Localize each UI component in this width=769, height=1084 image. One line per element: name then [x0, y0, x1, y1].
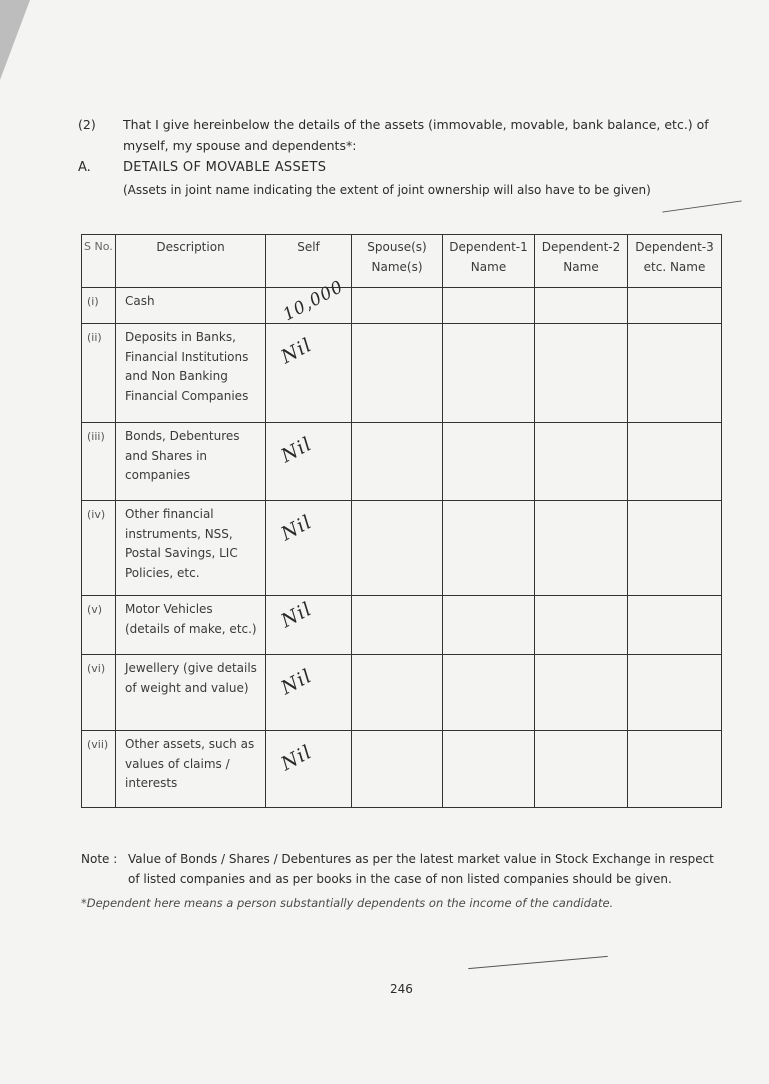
header-description: Description — [116, 235, 266, 288]
table-row — [82, 288, 722, 324]
row-dependent-1 — [443, 655, 535, 731]
table-row — [82, 596, 722, 655]
row-dependent-2 — [535, 324, 628, 423]
header-dependent-2: Dependent-2 Name — [535, 235, 628, 288]
row-description: Motor Vehicles (details of make, etc.) — [116, 596, 266, 655]
section-note: (Assets in joint name indicating the extent of joint ownership will also have to be given) — [123, 183, 651, 197]
row-dependent-2 — [535, 731, 628, 808]
row-description: Other financial instruments, NSS, Postal Savings, LIC Policies, etc. — [116, 501, 266, 596]
row-dependent-3 — [628, 731, 722, 808]
header-sno: S No. — [82, 235, 116, 288]
table-header-row — [82, 235, 722, 288]
table-row — [82, 731, 722, 808]
row-dependent-2 — [535, 288, 628, 324]
row-self — [266, 423, 352, 501]
page-number: 246 — [390, 982, 413, 996]
row-self — [266, 731, 352, 808]
row-spouse — [352, 596, 443, 655]
row-spouse — [352, 423, 443, 501]
row-description: Deposits in Banks, Financial Institutions and Non Banking Financial Companies — [116, 324, 266, 423]
row-spouse — [352, 324, 443, 423]
signature-stroke — [468, 956, 608, 969]
row-description: Other assets, such as values of claims / interests — [116, 731, 266, 808]
row-dependent-3 — [628, 596, 722, 655]
handwritten-value: Nil — [277, 510, 316, 546]
header-dependent-1: Dependent-1 Name — [443, 235, 535, 288]
header-spouse: Spouse(s) Name(s) — [352, 235, 443, 288]
row-sno: (iv) — [82, 501, 116, 596]
intro-text: That I give hereinbelow the details of the assets (immovable, movable, bank balance, etc.) of myself, my spouse and dependents*: — [123, 117, 709, 153]
header-dependent-3: Dependent-3 etc. Name — [628, 235, 722, 288]
signature-stroke — [662, 200, 741, 212]
header-self: Self — [266, 235, 352, 288]
intro-number: (2) — [78, 117, 96, 132]
row-spouse — [352, 731, 443, 808]
row-self — [266, 596, 352, 655]
table-row — [82, 501, 722, 596]
handwritten-value: 10,000 — [279, 276, 347, 326]
note-text: Value of Bonds / Shares / Debentures as per the latest market value in Stock Exchange in respect of listed companies and as per books in the case of non listed companies should be given. — [128, 852, 714, 886]
row-dependent-2 — [535, 655, 628, 731]
row-dependent-2 — [535, 596, 628, 655]
row-sno: (vii) — [82, 731, 116, 808]
row-sno: (iii) — [82, 423, 116, 501]
dependent-footnote: *Dependent here means a person substantially dependents on the income of the candidate. — [81, 896, 614, 910]
handwritten-value: Nil — [277, 333, 316, 369]
row-description: Bonds, Debentures and Shares in companies — [116, 423, 266, 501]
section-letter: A. — [78, 160, 91, 175]
page-corner-shadow — [0, 0, 30, 80]
handwritten-value: Nil — [277, 664, 316, 700]
row-self — [266, 324, 352, 423]
row-dependent-1 — [443, 423, 535, 501]
row-spouse — [352, 288, 443, 324]
row-dependent-1 — [443, 501, 535, 596]
row-dependent-3 — [628, 501, 722, 596]
row-sno: (vi) — [82, 655, 116, 731]
row-dependent-3 — [628, 288, 722, 324]
row-sno: (v) — [82, 596, 116, 655]
row-sno: (ii) — [82, 324, 116, 423]
row-self — [266, 276, 352, 326]
row-spouse — [352, 655, 443, 731]
row-description: Jewellery (give details of weight and value) — [116, 655, 266, 731]
row-dependent-2 — [535, 423, 628, 501]
table-row — [82, 655, 722, 731]
section-title: DETAILS OF MOVABLE ASSETS — [123, 160, 327, 175]
row-dependent-1 — [443, 596, 535, 655]
row-dependent-3 — [628, 655, 722, 731]
row-dependent-1 — [443, 288, 535, 324]
table-row — [82, 324, 722, 423]
row-dependent-1 — [443, 324, 535, 423]
handwritten-value: Nil — [277, 740, 316, 776]
row-self — [266, 501, 352, 596]
row-self — [266, 655, 352, 731]
row-sno: (i) — [82, 288, 116, 324]
row-dependent-2 — [535, 501, 628, 596]
handwritten-value: Nil — [277, 432, 316, 468]
row-spouse — [352, 501, 443, 596]
movable-assets-table — [81, 234, 722, 808]
row-dependent-3 — [628, 423, 722, 501]
note-label: Note : — [81, 852, 118, 866]
row-description: Cash — [116, 288, 266, 324]
table-row — [82, 423, 722, 501]
row-dependent-3 — [628, 324, 722, 423]
row-dependent-1 — [443, 731, 535, 808]
handwritten-value: Nil — [277, 597, 316, 633]
